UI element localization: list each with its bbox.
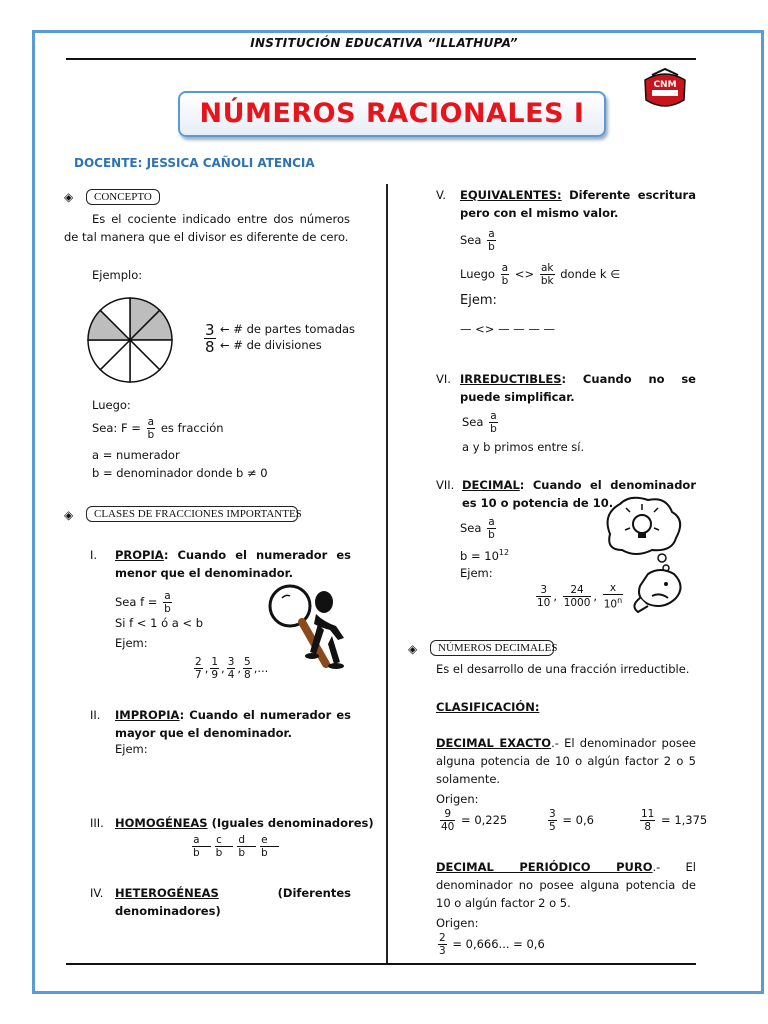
column-divider bbox=[386, 184, 388, 964]
header-rule bbox=[66, 58, 696, 60]
propia-sea: Sea f = $\frac{a}{b}$ bbox=[115, 590, 171, 615]
propia-condition: Si f < 1 ó a < b bbox=[115, 616, 204, 630]
pie-slices bbox=[88, 298, 172, 382]
lightbulb-thinking-illustration bbox=[600, 494, 692, 618]
title-box bbox=[178, 91, 606, 137]
clases-label: CLASES DE FRACCIONES IMPORTANTES bbox=[86, 506, 298, 522]
exacto-example-1: $\frac{9}{40}$ = 0,225 bbox=[441, 808, 508, 833]
impropia-heading: IMPROPIA: Cuando el numerador es mayor que el denominador. bbox=[115, 708, 351, 740]
exacto-paragraph: DECIMAL EXACTO.- El denominador posee alguna potencia de 10 o algún factor 2 o 5 solamente. bbox=[436, 736, 696, 786]
exacto-example-3: $\frac{11}{8}$ = 1,375 bbox=[641, 808, 708, 833]
equivalentes-ejem: Ejem: bbox=[460, 293, 497, 308]
periodico-paragraph: DECIMAL PERIÓDICO PURO.- El denominador no posee alguna potencia de 10 o algún factor 2 o 5. bbox=[436, 860, 696, 910]
heterogeneas-num: IV. bbox=[90, 886, 104, 900]
irreductibles-heading: IRREDUCTIBLES: Cuando no se puede simplificar. bbox=[460, 372, 696, 404]
irreductibles-num: VI. bbox=[436, 372, 451, 386]
diamond-bullet-icon: ◈ bbox=[408, 642, 418, 656]
page-title: NÚMEROS RACIONALES I bbox=[199, 98, 585, 129]
diamond-bullet-icon: ◈ bbox=[64, 508, 74, 522]
periodico-origen: Origen: bbox=[436, 916, 479, 930]
heterogeneas-desc: denominadores) bbox=[115, 904, 221, 918]
periodico-example: $\frac{2}{3}$ = 0,666... = 0,6 bbox=[439, 932, 545, 957]
decimal-heading: DECIMAL: Cuando el denominador es 10 o potencia de 10. bbox=[462, 478, 696, 510]
footer-rule bbox=[66, 963, 696, 965]
ejemplo-label: Ejemplo: bbox=[92, 268, 143, 282]
impropia-num: II. bbox=[90, 708, 101, 722]
propia-ejem: Ejem: bbox=[115, 636, 148, 650]
propia-examples: $\frac{2}{7}$ , $\frac{1}{9}$ , $\frac{3}{4}$ , $\frac{5}{8}$ ,... bbox=[195, 656, 269, 681]
svg-text:CNM: CNM bbox=[653, 80, 677, 90]
equivalentes-num: V. bbox=[436, 188, 447, 202]
nd-text: Es el desarrollo de una fracción irreductible. bbox=[436, 662, 690, 676]
homogeneas-heading: HOMOGÉNEAS (Iguales denominadores) bbox=[115, 816, 374, 830]
homogeneas-num: III. bbox=[90, 816, 104, 830]
institution-header: INSTITUCIÓN EDUCATIVA “ILLATHUPA” bbox=[250, 36, 518, 50]
heterogeneas-desc-right: (Diferentes bbox=[277, 886, 351, 900]
divisiones: ← # de divisiones bbox=[220, 338, 322, 352]
equivalentes-heading: EQUIVALENTES: Diferente escritura pero con el mismo valor. bbox=[460, 188, 696, 220]
heterogeneas-title: HETEROGÉNEAS bbox=[115, 886, 219, 900]
denominador-line: b = denominador donde b ≠ 0 bbox=[92, 466, 268, 480]
concepto-label: CONCEPTO bbox=[86, 189, 160, 205]
numerador-line: a = numerador bbox=[92, 448, 180, 462]
equivalentes-blanks: — <> — — — — bbox=[460, 322, 556, 336]
decimal-ejem: Ejem: bbox=[460, 566, 493, 580]
equivalentes-sea: Sea $\frac{a}{b}$ bbox=[460, 228, 495, 253]
decimal-examples: $\frac{3}{10}$ , $\frac{24}{1000}$ , $\frac{x}{10^n}$ bbox=[537, 582, 623, 611]
clasificacion-heading: CLASIFICACIÓN: bbox=[436, 700, 540, 714]
decimal-b: $b = 10^{12}$ bbox=[460, 548, 510, 563]
magnifier-character-illustration bbox=[266, 580, 356, 676]
decimal-sea: Sea $\frac{a}{b}$ bbox=[460, 516, 495, 541]
propia-num: I. bbox=[90, 548, 98, 562]
luego-label: Luego: bbox=[92, 398, 131, 412]
exacto-origen: Origen: bbox=[436, 792, 479, 806]
irreductibles-primos: a y b primos entre sí. bbox=[462, 440, 585, 454]
concepto-text: Es el cociente indicado entre dos números de tal manera que el divisor es diferente de cero. bbox=[64, 212, 350, 244]
pie-diagram bbox=[86, 296, 174, 388]
diamond-bullet-icon: ◈ bbox=[64, 190, 74, 204]
sea-fraccion-line: Sea: F = $\frac{a}{b}$ es fracción bbox=[92, 416, 224, 441]
irreductibles-sea: Sea $\frac{a}{b}$ bbox=[462, 410, 497, 435]
propia-heading: PROPIA: Cuando el numerador es menor que el denominador. bbox=[115, 548, 351, 580]
teacher-name: DOCENTE: JESSICA CAÑOLI ATENCIA bbox=[74, 156, 315, 170]
pie-fraction: $\frac{3}{8}$ bbox=[205, 321, 215, 356]
equivalentes-luego: Luego $\frac{a}{b}$ <> $\frac{ak}{bk}$ donde k ∈ bbox=[460, 262, 621, 287]
decimal-num: VII. bbox=[436, 478, 455, 492]
school-logo bbox=[640, 66, 690, 112]
numeros-decimales-label: NÚMEROS DECIMALES bbox=[430, 640, 554, 656]
exacto-example-2: $\frac{3}{5}$ = 0,6 bbox=[549, 808, 594, 833]
homogeneas-examples: $\frac{a}{b}$ $\frac{c}{b}$ $\frac{d}{b}$ $\frac{e}{b}$ bbox=[193, 834, 278, 859]
partes-tomadas: ← # de partes tomadas bbox=[220, 322, 356, 336]
impropia-ejem: Ejem: bbox=[115, 742, 148, 756]
